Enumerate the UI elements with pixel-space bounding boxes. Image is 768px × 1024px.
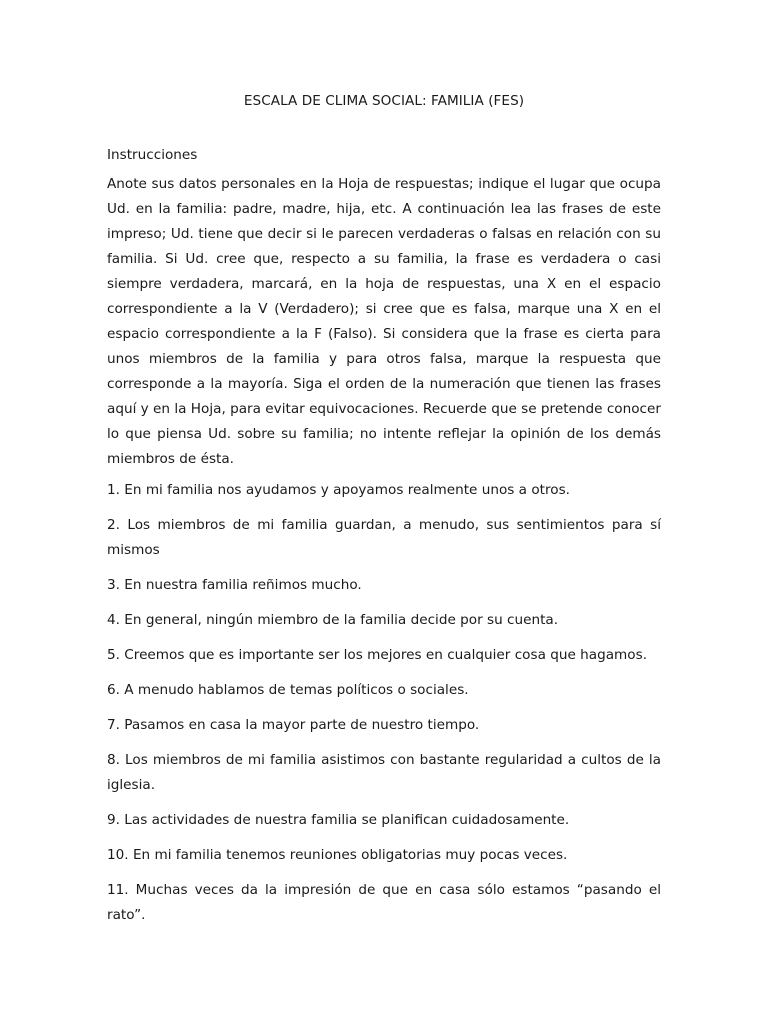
questionnaire-item-3: 3. En nuestra familia reñimos mucho. <box>107 577 362 593</box>
questionnaire-item-2: 2. Los miembros de mi familia guardan, a menudo, sus sentimientos para sí mismos <box>107 517 661 558</box>
questionnaire-item-1: 1. En mi familia nos ayudamos y apoyamos realmente unos a otros. <box>107 482 570 498</box>
document-title: ESCALA DE CLIMA SOCIAL: FAMILIA (FES) <box>243 93 525 109</box>
document-page <box>107 0 661 1024</box>
questionnaire-item-10: 10. En mi familia tenemos reuniones obligatorias muy pocas veces. <box>107 847 568 863</box>
questionnaire-items <box>107 478 661 938</box>
questionnaire-item-8: 8. Los miembros de mi familia asistimos con bastante regularidad a cultos de la iglesia. <box>107 752 661 793</box>
questionnaire-item-7: 7. Pasamos en casa la mayor parte de nuestro tiempo. <box>107 717 480 733</box>
instructions-heading: Instrucciones <box>107 147 198 163</box>
questionnaire-item-4: 4. En general, ningún miembro de la familia decide por su cuenta. <box>107 612 559 628</box>
questionnaire-item-5: 5. Creemos que es importante ser los mejores en cualquier cosa que hagamos. <box>107 647 648 663</box>
instructions-paragraph: Anote sus datos personales en la Hoja de respuestas; indique el lugar que ocupa Ud. en la familia: padre, madre, hija, etc. A continuación lea las frases de este impreso; Ud. tiene que decir si le parecen verdaderas o falsas en relación con su familia. Si Ud. cree que, respecto a su familia, la frase es verdadera o casi siempre verdadera, marcará, en la hoja de respuestas, una X en el espacio correspondiente a la V (Verdadero); si cree que es falsa, marque una X en el espacio correspondiente a la F (Falso). Si considera que la frase es cierta para unos miembros de la familia y para otros falsa, marque la respuesta que corresponde a la mayoría. Siga el orden de la numeración que tienen las frases aquí y en la Hoja, para evitar equivocaciones. Recuerde que se pretende conocer lo que piensa Ud. sobre su familia; no intente reflejar la opinión de los demás miembros de ésta. <box>107 176 661 467</box>
questionnaire-item-9: 9. Las actividades de nuestra familia se planifican cuidadosamente. <box>107 812 570 828</box>
questionnaire-item-6: 6. A menudo hablamos de temas políticos o sociales. <box>107 682 469 698</box>
questionnaire-item-11: 11. Muchas veces da la impresión de que en casa sólo estamos “pasando el rato”. <box>107 882 661 923</box>
